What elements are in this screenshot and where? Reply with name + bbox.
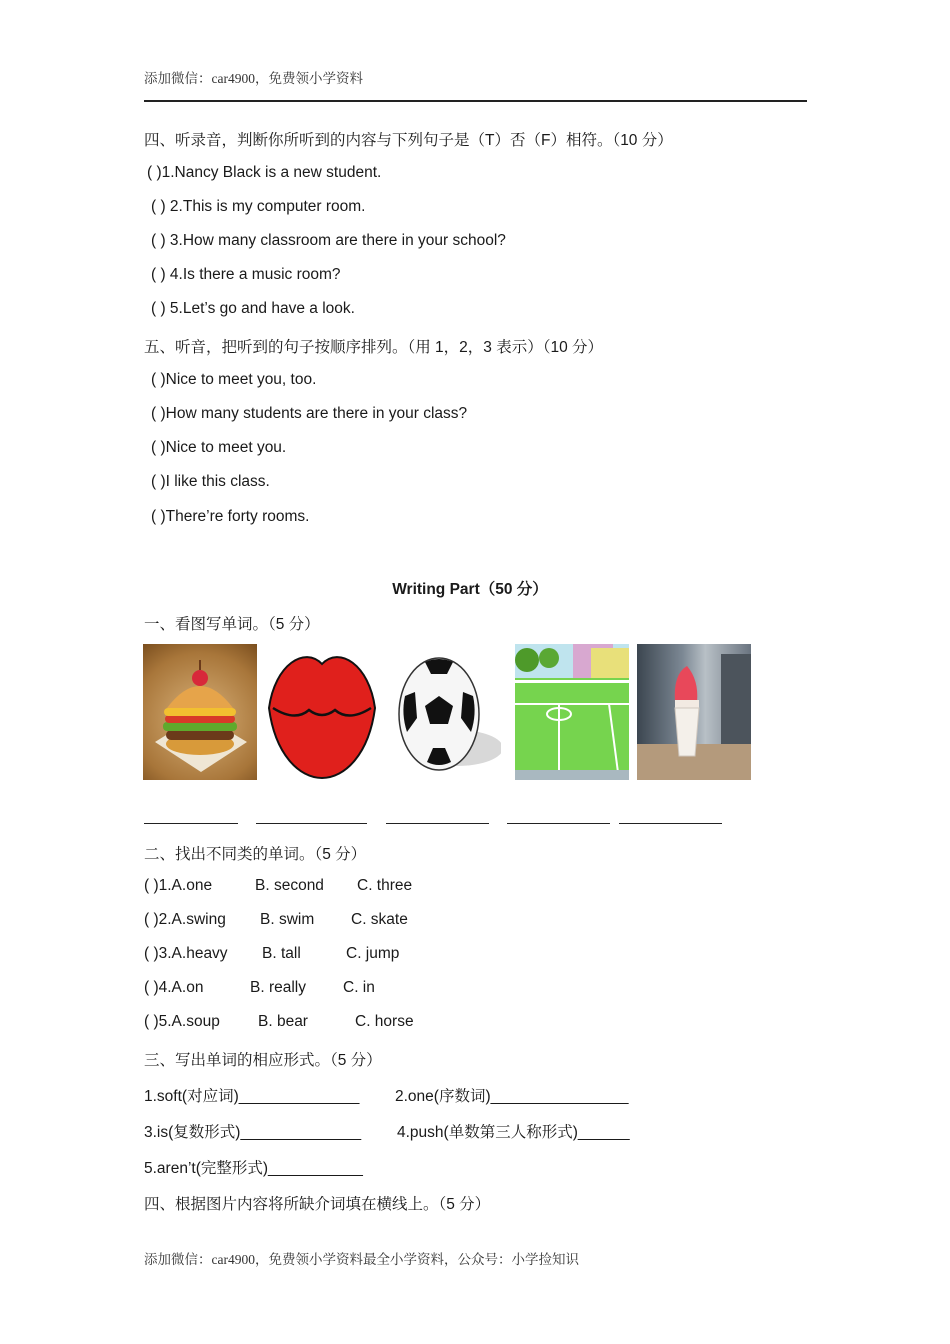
q2-option-b: B. tall (262, 945, 301, 962)
header-divider (144, 100, 807, 102)
section-4-item: ( )1.Nancy Black is a new student. (147, 164, 382, 181)
page-footer: 添加微信：car4900，免费领小学资料最全小学资料，公众号：小学捡知识 (144, 1252, 579, 1267)
q2-item-number: ( )5.A.soup (144, 1013, 220, 1030)
q3-item: 5.aren’t(完整形式)___________ (144, 1160, 363, 1177)
page-header: 添加微信：car4900，免费领小学资料 (144, 71, 363, 86)
q2-item-number: ( )1.A.one (144, 877, 213, 894)
q2-option-b: B. bear (258, 1013, 308, 1030)
playground-icon (515, 644, 629, 780)
q3-item: 3.is(复数形式)______________ (144, 1124, 362, 1141)
question-2-title: 二、找出不同类的单词。（5 分） (144, 846, 367, 863)
writing-part-title: Writing Part（50 分） (392, 581, 548, 598)
q2-option-c: C. jump (346, 945, 400, 962)
q2-option-c: C. horse (355, 1013, 414, 1030)
q2-item-number: ( )2.A.swing (144, 911, 226, 928)
answer-line[interactable] (386, 823, 489, 824)
section-5-title: 五、听音，把听到的句子按顺序排列。（用 1，2，3 表示）（10 分） (144, 339, 604, 356)
answer-line[interactable] (144, 823, 238, 824)
q2-option-b: B. really (250, 979, 306, 996)
lips-icon (265, 644, 379, 780)
hamburger-icon (143, 644, 257, 780)
q3-item: 2.one(序数词)________________ (395, 1088, 629, 1105)
section-4-item: ( ) 4.Is there a music room? (151, 266, 341, 283)
answer-line[interactable] (256, 823, 367, 824)
q2-option-b: B. second (255, 877, 324, 894)
section-5-item: ( )I like this class. (151, 473, 270, 490)
question-3-title: 三、写出单词的相应形式。（5 分） (144, 1052, 382, 1069)
section-4-item: ( ) 2.This is my computer room. (151, 198, 366, 215)
section-5-item: ( )Nice to meet you. (151, 439, 287, 456)
q2-option-c: C. in (343, 979, 375, 996)
q2-item-number: ( )3.A.heavy (144, 945, 228, 962)
q2-item-number: ( )4.A.on (144, 979, 204, 996)
football-icon (387, 644, 501, 780)
section-5-item: ( )Nice to meet you, too. (151, 371, 317, 388)
ice-cream-icon (637, 644, 751, 780)
question-4-title: 四、根据图片内容将所缺介词填在横线上。（5 分） (144, 1196, 491, 1213)
q2-option-c: C. three (357, 877, 413, 894)
question-1-title: 一、看图写单词。（5 分） (144, 616, 320, 633)
q3-item: 4.push(单数第三人称形式)______ (397, 1124, 630, 1141)
section-4-item: ( ) 3.How many classroom are there in your school? (151, 232, 506, 249)
answer-line[interactable] (619, 823, 722, 824)
section-4-item: ( ) 5.Let’s go and have a look. (151, 300, 355, 317)
section-5-item: ( )There’re forty rooms. (151, 508, 310, 525)
q3-item: 1.soft(对应词)______________ (144, 1088, 360, 1105)
q2-option-b: B. swim (260, 911, 315, 928)
answer-line[interactable] (507, 823, 610, 824)
section-4-title: 四、听录音，判断你所听到的内容与下列句子是（T）否（F）相符。（10 分） (144, 132, 673, 149)
q2-option-c: C. skate (351, 911, 408, 928)
section-5-item: ( )How many students are there in your class? (151, 405, 468, 422)
